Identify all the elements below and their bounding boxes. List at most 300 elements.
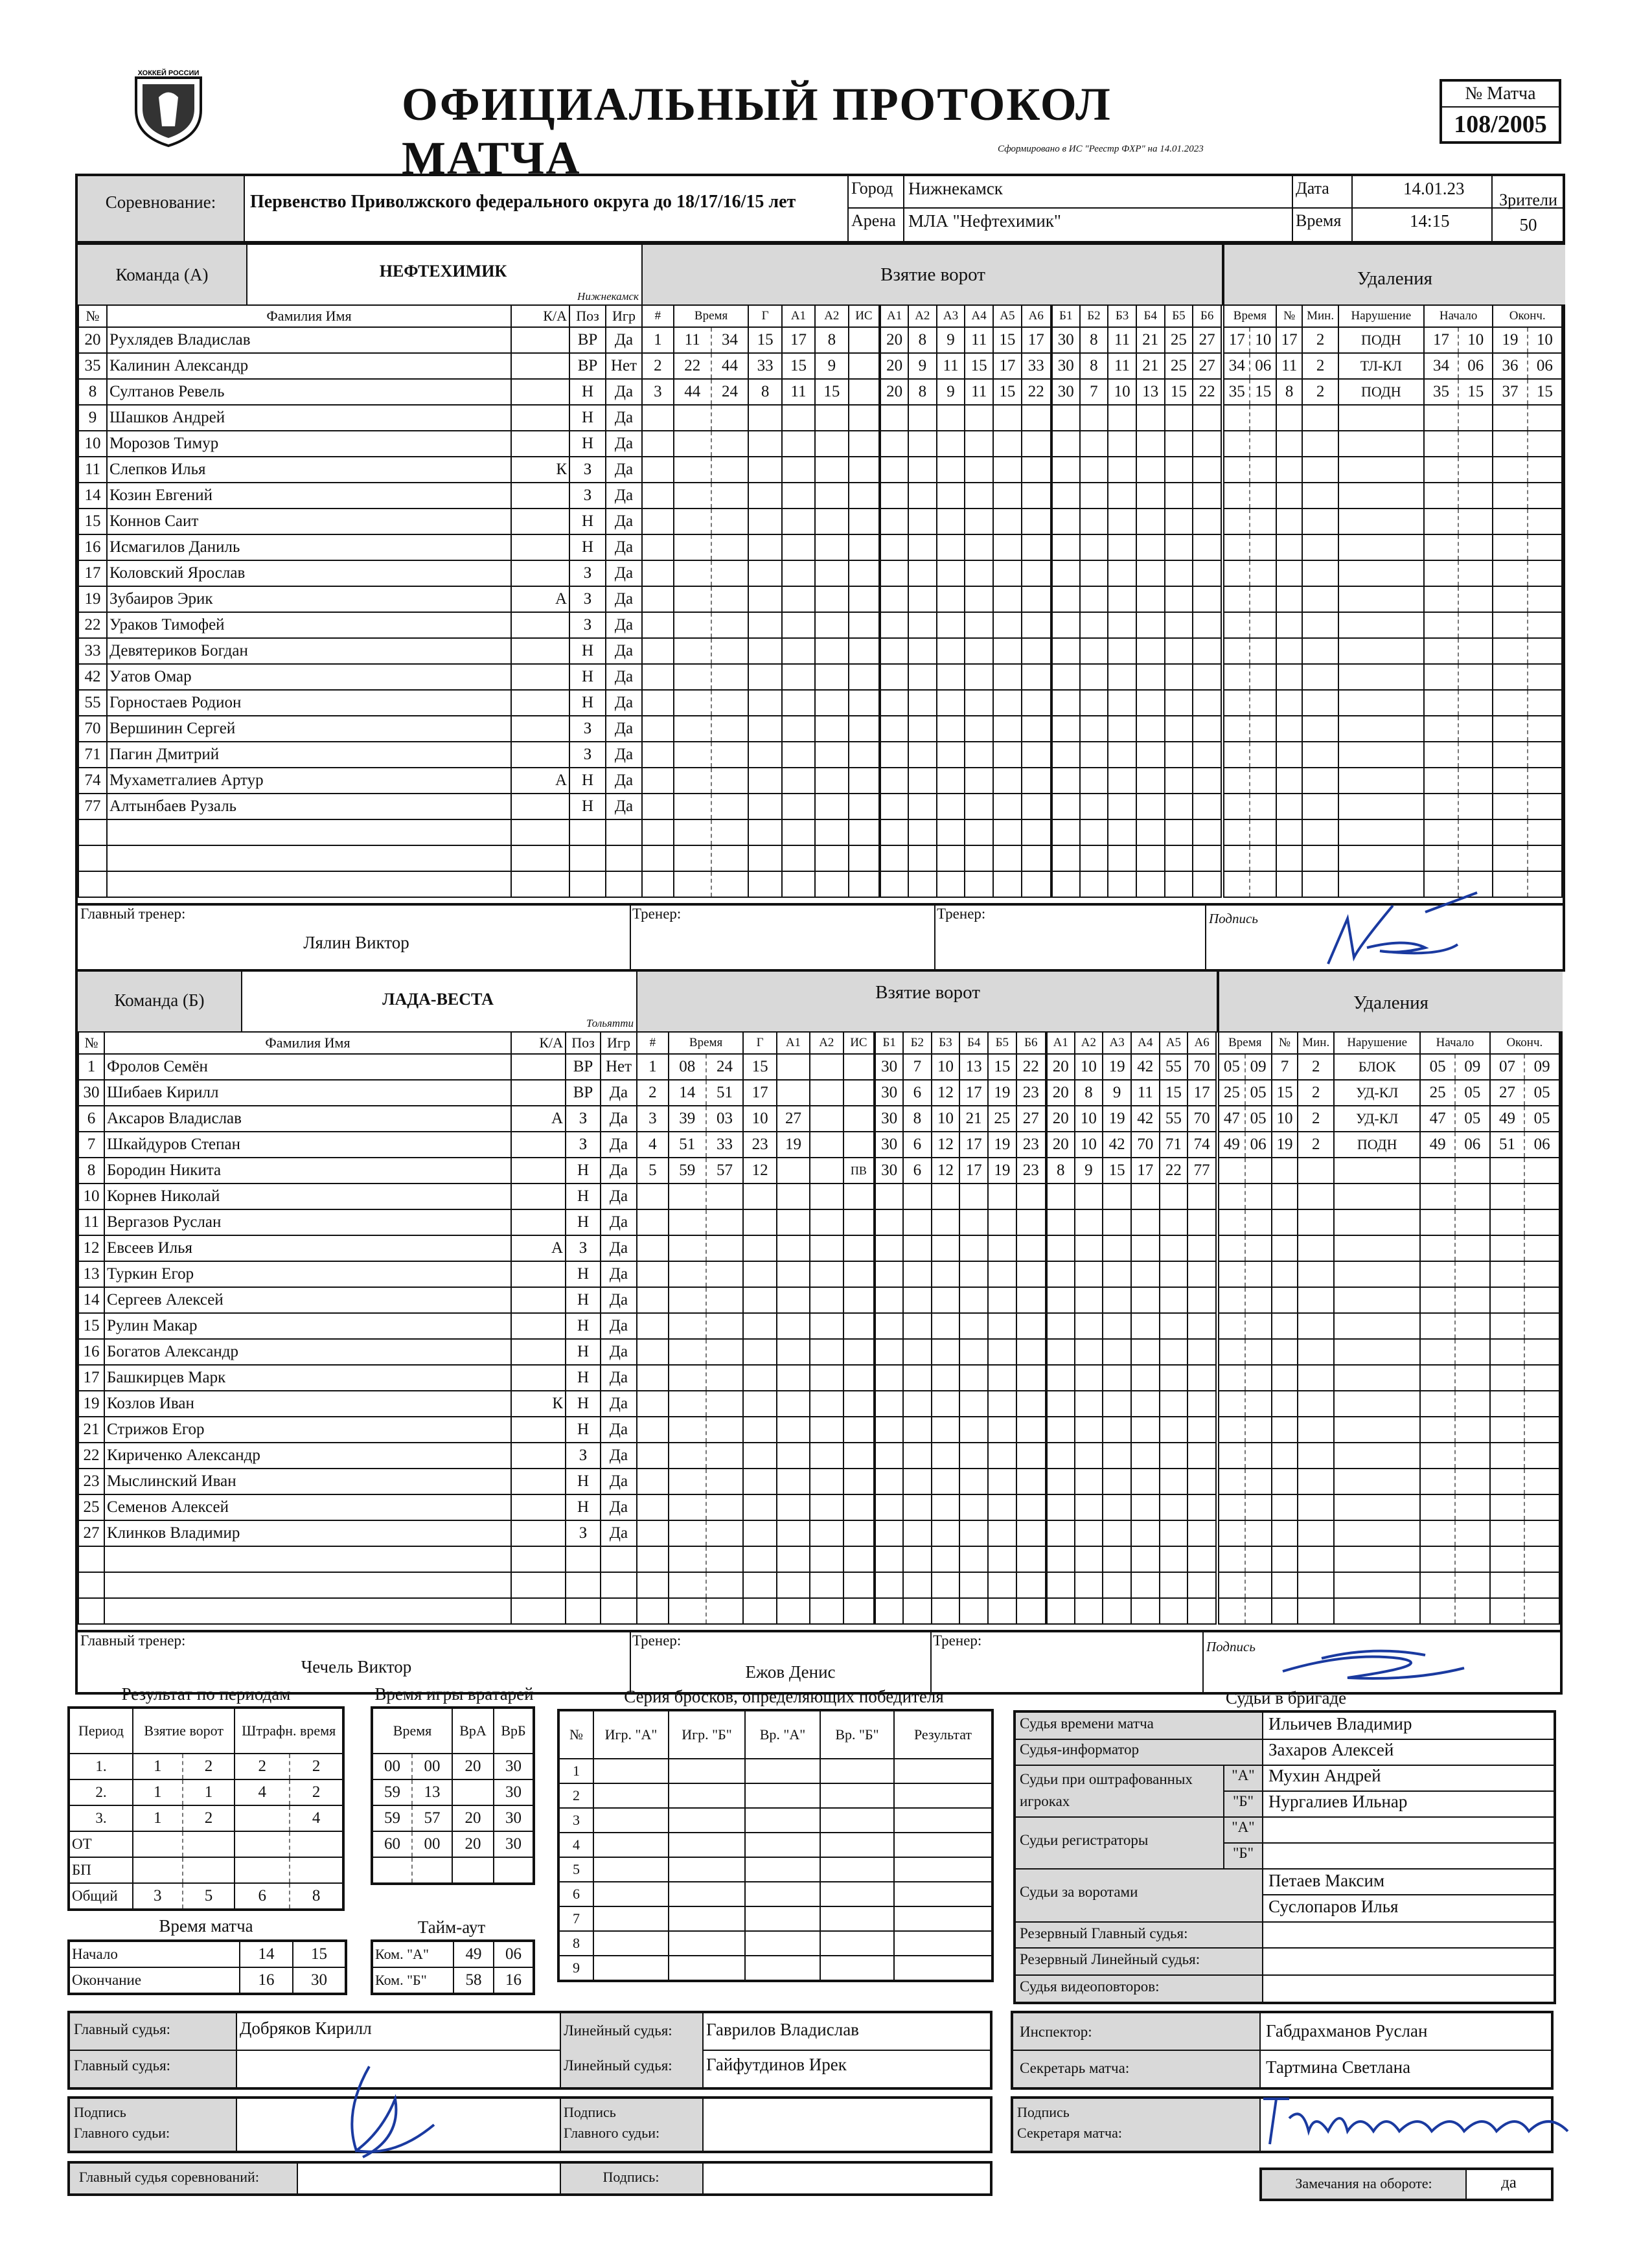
goal-ss xyxy=(711,638,749,664)
roster-row xyxy=(78,1443,637,1469)
penalty-row xyxy=(1224,457,1562,483)
on-ice-2 xyxy=(1187,1287,1216,1313)
player-no xyxy=(78,819,107,845)
on-ice-2 xyxy=(1193,768,1221,794)
pen-no xyxy=(1272,1365,1298,1391)
on-ice-1 xyxy=(959,1391,988,1417)
shootout-cell xyxy=(894,1808,992,1833)
competition-label: Соревнование: xyxy=(78,176,245,241)
goal-mm xyxy=(669,1572,706,1598)
pen-start-ss xyxy=(1455,1313,1490,1339)
goal-a1 xyxy=(777,1054,810,1080)
team-a-name: НЕФТЕХИМИК xyxy=(379,262,507,280)
pen-start-ss xyxy=(1458,534,1493,560)
on-ice-2 xyxy=(1075,1598,1103,1624)
penalty-row xyxy=(1224,690,1562,716)
on-ice-1 xyxy=(880,871,908,897)
pen-no xyxy=(1272,1287,1298,1313)
team-b-label: Команда (Б) xyxy=(78,972,242,1031)
on-ice-1 xyxy=(1022,664,1051,690)
pen-start-ss xyxy=(1455,1184,1490,1209)
on-ice-1: 22 xyxy=(1016,1054,1046,1080)
goal-ss xyxy=(711,794,749,819)
goal-a2 xyxy=(810,1158,843,1184)
pen-end-ss xyxy=(1524,1572,1559,1598)
on-ice-1 xyxy=(880,716,908,742)
on-ice-1 xyxy=(988,1287,1016,1313)
on-ice-1 xyxy=(993,586,1022,612)
period-pa: 4 xyxy=(235,1779,290,1805)
on-ice-1 xyxy=(937,586,965,612)
on-ice-2: 8 xyxy=(1075,1080,1103,1106)
goals-header-row xyxy=(642,305,1221,327)
pen-start-mm xyxy=(1424,638,1458,664)
player-play: Да xyxy=(606,768,642,794)
pen-end-ss xyxy=(1528,638,1562,664)
shootout-cell xyxy=(745,1931,820,1956)
goal-a2 xyxy=(815,431,848,457)
pen-end-mm xyxy=(1490,1287,1525,1313)
player-pos: З xyxy=(569,560,606,586)
player-play: Да xyxy=(601,1313,637,1339)
on-ice-2: 27 xyxy=(1193,353,1221,379)
on-ice-1 xyxy=(959,1598,988,1624)
col-shoot-pb: Игр. "Б" xyxy=(669,1710,745,1759)
goal-ss: 24 xyxy=(711,379,749,405)
on-ice-1 xyxy=(988,1572,1016,1598)
player-pos: ВР xyxy=(569,353,606,379)
goal-mm xyxy=(674,664,711,690)
pen-mm xyxy=(1224,768,1250,794)
player-name: Девятериков Богдан xyxy=(107,638,511,664)
pen-mm xyxy=(1224,431,1250,457)
team-a-signature-label: Подпись xyxy=(1209,911,1258,926)
team-a-city: Нижнекамск xyxy=(577,290,639,303)
player-ka xyxy=(511,690,569,716)
player-play: Да xyxy=(606,327,642,353)
goal-ss xyxy=(706,1546,744,1572)
on-ice-2 xyxy=(1193,431,1221,457)
shootout-cell xyxy=(894,1857,992,1882)
player-ka xyxy=(511,1494,566,1520)
on-ice-2 xyxy=(1193,794,1221,819)
shootout-cell xyxy=(593,1857,669,1882)
shootout-cell xyxy=(894,1931,992,1956)
player-pos: З xyxy=(566,1132,601,1158)
goal-scorer xyxy=(743,1417,776,1443)
on-ice-1 xyxy=(993,534,1022,560)
pen-end-ss xyxy=(1524,1184,1559,1209)
timeouts-title: Тайм-аут xyxy=(417,1917,486,1937)
shootout-cell xyxy=(894,1833,992,1857)
player-ka xyxy=(511,1443,566,1469)
pen-mm xyxy=(1224,612,1250,638)
player-no: 21 xyxy=(78,1417,104,1443)
goal-a1 xyxy=(782,768,815,794)
pen-min xyxy=(1302,534,1338,560)
on-ice-1 xyxy=(959,1235,988,1261)
on-ice-1 xyxy=(880,819,908,845)
secretary-signature xyxy=(1250,2092,1587,2154)
col-on-ice-1: А6 xyxy=(1022,305,1051,327)
player-pos: Н xyxy=(569,509,606,534)
time-value: 14:15 xyxy=(1410,211,1450,231)
pen-start-ss: 05 xyxy=(1455,1080,1490,1106)
on-ice-2 xyxy=(1136,457,1165,483)
on-ice-2 xyxy=(1051,819,1080,845)
goal-judge-2: Суслопаров Илья xyxy=(1268,1897,1399,1916)
pen-violation xyxy=(1334,1443,1420,1469)
goal-scorer xyxy=(748,560,781,586)
shootout-cell xyxy=(745,1833,820,1857)
on-ice-2 xyxy=(1165,690,1193,716)
match-time-title: Время матча xyxy=(159,1916,253,1936)
on-ice-2 xyxy=(1075,1546,1103,1572)
goal-is xyxy=(849,457,880,483)
on-ice-2: 19 xyxy=(1103,1054,1131,1080)
on-ice-1 xyxy=(903,1417,932,1443)
roster-row xyxy=(78,1494,637,1520)
player-no: 70 xyxy=(78,716,107,742)
pen-end-ss xyxy=(1528,560,1562,586)
pen-end-ss: 06 xyxy=(1524,1132,1559,1158)
goal-scorer: 17 xyxy=(743,1080,776,1106)
on-ice-2 xyxy=(1080,457,1108,483)
on-ice-2 xyxy=(1187,1313,1216,1339)
pen-min xyxy=(1302,586,1338,612)
player-name: Ураков Тимофей xyxy=(107,612,511,638)
pen-ss: 05 xyxy=(1245,1080,1272,1106)
goal-row xyxy=(637,1054,1216,1080)
player-play xyxy=(606,871,642,897)
pen-min xyxy=(1298,1235,1334,1261)
pen-end-mm xyxy=(1493,483,1527,509)
goal-a2 xyxy=(810,1417,843,1443)
goal-a1 xyxy=(782,794,815,819)
on-ice-2 xyxy=(1075,1184,1103,1209)
col-on-ice-1: Б2 xyxy=(903,1032,932,1054)
pen-ss xyxy=(1250,742,1276,768)
pb-label: "Б" xyxy=(1233,1793,1254,1809)
on-ice-2 xyxy=(1075,1261,1103,1287)
player-pos xyxy=(569,819,606,845)
on-ice-1 xyxy=(1016,1235,1046,1261)
on-ice-1 xyxy=(908,586,937,612)
penalty-row xyxy=(1219,1443,1559,1469)
on-ice-1 xyxy=(1022,845,1051,871)
col-pen-time: Время xyxy=(1219,1032,1272,1054)
player-pos: ВР xyxy=(569,327,606,353)
goal-mm: 22 xyxy=(674,353,711,379)
on-ice-2 xyxy=(1136,612,1165,638)
on-ice-2 xyxy=(1165,560,1193,586)
on-ice-2 xyxy=(1051,845,1080,871)
goal-no: 3 xyxy=(637,1106,669,1132)
goalie-m xyxy=(372,1857,412,1884)
on-ice-1: 30 xyxy=(875,1158,903,1184)
penalty-row xyxy=(1224,405,1562,431)
goalie-a: 20 xyxy=(452,1805,494,1831)
team-a-coach2-label: Тренер: xyxy=(937,906,986,922)
col-shoot-gb: Вр. "Б" xyxy=(820,1710,894,1759)
pen-end-ss xyxy=(1524,1365,1559,1391)
penalty-row xyxy=(1224,612,1562,638)
pen-ss xyxy=(1245,1546,1272,1572)
on-ice-2 xyxy=(1131,1235,1160,1261)
player-name: Бородин Никита xyxy=(104,1158,511,1184)
player-pos: Н xyxy=(566,1391,601,1417)
on-ice-2 xyxy=(1193,819,1221,845)
goal-scorer xyxy=(743,1184,776,1209)
player-ka xyxy=(511,1546,566,1572)
player-no: 10 xyxy=(78,431,107,457)
on-ice-1 xyxy=(908,845,937,871)
on-ice-2 xyxy=(1080,742,1108,768)
player-play xyxy=(601,1546,637,1572)
pen-ss: 06 xyxy=(1245,1132,1272,1158)
on-ice-1 xyxy=(903,1598,932,1624)
on-ice-2 xyxy=(1160,1598,1188,1624)
player-no: 14 xyxy=(78,1287,104,1313)
goal-scorer xyxy=(743,1572,776,1598)
on-ice-2 xyxy=(1075,1209,1103,1235)
penalty-row xyxy=(1219,1080,1559,1106)
team-a-goals xyxy=(641,304,1222,898)
goal-a1 xyxy=(777,1261,810,1287)
goal-a1 xyxy=(782,742,815,768)
on-ice-1 xyxy=(1022,586,1051,612)
goal-mm xyxy=(674,845,711,871)
pen-end-mm: 51 xyxy=(1490,1132,1525,1158)
pen-no xyxy=(1276,742,1302,768)
timeout-b-m: 58 xyxy=(453,1967,494,1994)
goal-is xyxy=(843,1494,875,1520)
goal-a1 xyxy=(777,1469,810,1494)
on-ice-1 xyxy=(1022,794,1051,819)
goal-ss xyxy=(706,1235,744,1261)
goal-is xyxy=(849,379,880,405)
penalty-row xyxy=(1219,1106,1559,1132)
pen-mm xyxy=(1219,1520,1245,1546)
pen-start-mm xyxy=(1420,1572,1455,1598)
on-ice-2 xyxy=(1131,1494,1160,1520)
on-ice-2 xyxy=(1193,457,1221,483)
on-ice-1 xyxy=(988,1417,1016,1443)
on-ice-1: 11 xyxy=(965,327,993,353)
on-ice-2 xyxy=(1108,664,1136,690)
pen-start-mm: 34 xyxy=(1424,353,1458,379)
on-ice-2 xyxy=(1080,871,1108,897)
pen-start-mm xyxy=(1424,664,1458,690)
goal-a2 xyxy=(815,819,848,845)
player-name xyxy=(107,819,511,845)
player-name: Калинин Александр xyxy=(107,353,511,379)
penalty-row xyxy=(1219,1417,1559,1443)
goal-ss: 44 xyxy=(711,353,749,379)
goal-a2 xyxy=(810,1546,843,1572)
period-row xyxy=(69,1857,343,1883)
on-ice-2 xyxy=(1080,664,1108,690)
penalty-row xyxy=(1219,1469,1559,1494)
on-ice-2: 30 xyxy=(1051,353,1080,379)
col-on-ice-1: А5 xyxy=(993,305,1022,327)
goal-mm xyxy=(674,819,711,845)
player-pos xyxy=(566,1546,601,1572)
on-ice-1 xyxy=(988,1520,1016,1546)
on-ice-2 xyxy=(1046,1546,1075,1572)
on-ice-2 xyxy=(1075,1313,1103,1339)
pen-end-ss xyxy=(1528,405,1562,431)
pen-start-mm xyxy=(1420,1598,1455,1624)
shootout-cell xyxy=(669,1833,745,1857)
goal-ss xyxy=(706,1287,744,1313)
roster-row xyxy=(78,1132,637,1158)
roster-row xyxy=(78,1339,637,1365)
on-ice-1 xyxy=(1016,1209,1046,1235)
col-play: Игр xyxy=(606,305,642,327)
goal-no xyxy=(642,483,674,509)
city-value: Нижнекамск xyxy=(908,179,1003,198)
pen-mm xyxy=(1224,690,1250,716)
on-ice-2 xyxy=(1136,638,1165,664)
on-ice-2: 20 xyxy=(1046,1106,1075,1132)
pen-no xyxy=(1276,638,1302,664)
goal-no: 1 xyxy=(642,327,674,353)
pen-min: 2 xyxy=(1298,1106,1334,1132)
on-ice-2 xyxy=(1165,794,1193,819)
player-name: Коловский Ярослав xyxy=(107,560,511,586)
goalie-a xyxy=(452,1857,494,1884)
col-no: № xyxy=(78,1032,104,1054)
on-ice-1 xyxy=(903,1235,932,1261)
on-ice-1 xyxy=(965,819,993,845)
player-play xyxy=(606,845,642,871)
goal-no xyxy=(637,1520,669,1546)
player-no: 8 xyxy=(78,379,107,405)
on-ice-1 xyxy=(875,1520,903,1546)
on-ice-1 xyxy=(959,1339,988,1365)
pen-end-mm xyxy=(1490,1313,1525,1339)
pen-end-mm xyxy=(1490,1546,1525,1572)
on-ice-2: 8 xyxy=(1080,327,1108,353)
player-pos: Н xyxy=(569,534,606,560)
competition-value: Первенство Приволжского федерального округа до 18/17/16/15 лет xyxy=(250,192,796,212)
goal-is xyxy=(843,1132,875,1158)
player-name: Зубаиров Эрик xyxy=(107,586,511,612)
player-pos: Н xyxy=(566,1417,601,1443)
goal-ss xyxy=(711,586,749,612)
pen-no xyxy=(1276,716,1302,742)
col-pen-no: № xyxy=(1276,305,1302,327)
on-ice-2 xyxy=(1136,509,1165,534)
pen-start-mm xyxy=(1420,1287,1455,1313)
player-name: Алтынбаев Рузаль xyxy=(107,794,511,819)
pen-no xyxy=(1272,1520,1298,1546)
player-play: Да xyxy=(601,1520,637,1546)
col-pos: Поз xyxy=(566,1032,601,1054)
goal-ss xyxy=(706,1313,744,1339)
pen-mm xyxy=(1224,509,1250,534)
player-play xyxy=(601,1572,637,1598)
goal-row xyxy=(642,819,1221,845)
col-ka: К/А xyxy=(511,305,569,327)
goal-a1 xyxy=(777,1235,810,1261)
pen-mm: 17 xyxy=(1224,327,1250,353)
player-pos: Н xyxy=(569,794,606,819)
pen-start-mm xyxy=(1420,1417,1455,1443)
on-ice-1: 19 xyxy=(988,1132,1016,1158)
goal-no xyxy=(642,560,674,586)
period-ga: 3 xyxy=(133,1883,183,1910)
shootout-row xyxy=(558,1882,992,1906)
pen-start-ss xyxy=(1458,690,1493,716)
player-name: Корнев Николай xyxy=(104,1184,511,1209)
on-ice-2: 25 xyxy=(1165,327,1193,353)
on-ice-2 xyxy=(1080,483,1108,509)
col-goal-time: Время xyxy=(669,1032,744,1054)
player-play: Да xyxy=(606,534,642,560)
on-ice-1 xyxy=(932,1184,960,1209)
pen-end-mm xyxy=(1490,1158,1525,1184)
officials-title: Судьи в бригаде xyxy=(1225,1688,1347,1708)
pen-violation xyxy=(1334,1598,1420,1624)
period-row xyxy=(69,1831,343,1857)
on-ice-2 xyxy=(1160,1546,1188,1572)
goal-is xyxy=(849,534,880,560)
player-no: 10 xyxy=(78,1184,104,1209)
goal-a2 xyxy=(810,1184,843,1209)
pen-no xyxy=(1276,845,1302,871)
goal-mm xyxy=(669,1261,706,1287)
time-judge-label: Судья времени матча xyxy=(1020,1715,1154,1732)
goal-row xyxy=(642,327,1221,353)
player-no xyxy=(78,871,107,897)
on-ice-1 xyxy=(965,664,993,690)
pen-ss xyxy=(1245,1261,1272,1287)
player-play: Да xyxy=(601,1339,637,1365)
pen-min xyxy=(1298,1391,1334,1417)
goal-row xyxy=(642,405,1221,431)
pen-no xyxy=(1272,1546,1298,1572)
on-ice-1 xyxy=(1016,1598,1046,1624)
time-label: Время xyxy=(1296,211,1342,230)
penalty-header-row xyxy=(1224,305,1562,327)
roster-row xyxy=(78,327,642,353)
player-pos: Н xyxy=(566,1158,601,1184)
on-ice-2: 77 xyxy=(1187,1158,1216,1184)
player-name: Исмагилов Даниль xyxy=(107,534,511,560)
pen-violation xyxy=(1338,586,1424,612)
on-ice-1 xyxy=(932,1209,960,1235)
goal-a2 xyxy=(810,1054,843,1080)
player-no: 71 xyxy=(78,742,107,768)
pen-ss xyxy=(1250,794,1276,819)
player-play: Да xyxy=(606,379,642,405)
pen-no xyxy=(1272,1443,1298,1469)
on-ice-1 xyxy=(1022,871,1051,897)
goal-is xyxy=(843,1365,875,1391)
pen-start-ss xyxy=(1455,1261,1490,1287)
arena-label: Арена xyxy=(851,211,896,230)
pen-violation xyxy=(1334,1546,1420,1572)
reserve-main-label: Резервный Главный судья: xyxy=(1020,1925,1188,1941)
goal-row xyxy=(637,1287,1216,1313)
pen-violation xyxy=(1338,819,1424,845)
goal-row xyxy=(637,1209,1216,1235)
on-ice-2 xyxy=(1160,1469,1188,1494)
on-ice-2 xyxy=(1051,690,1080,716)
on-ice-1: 15 xyxy=(993,327,1022,353)
